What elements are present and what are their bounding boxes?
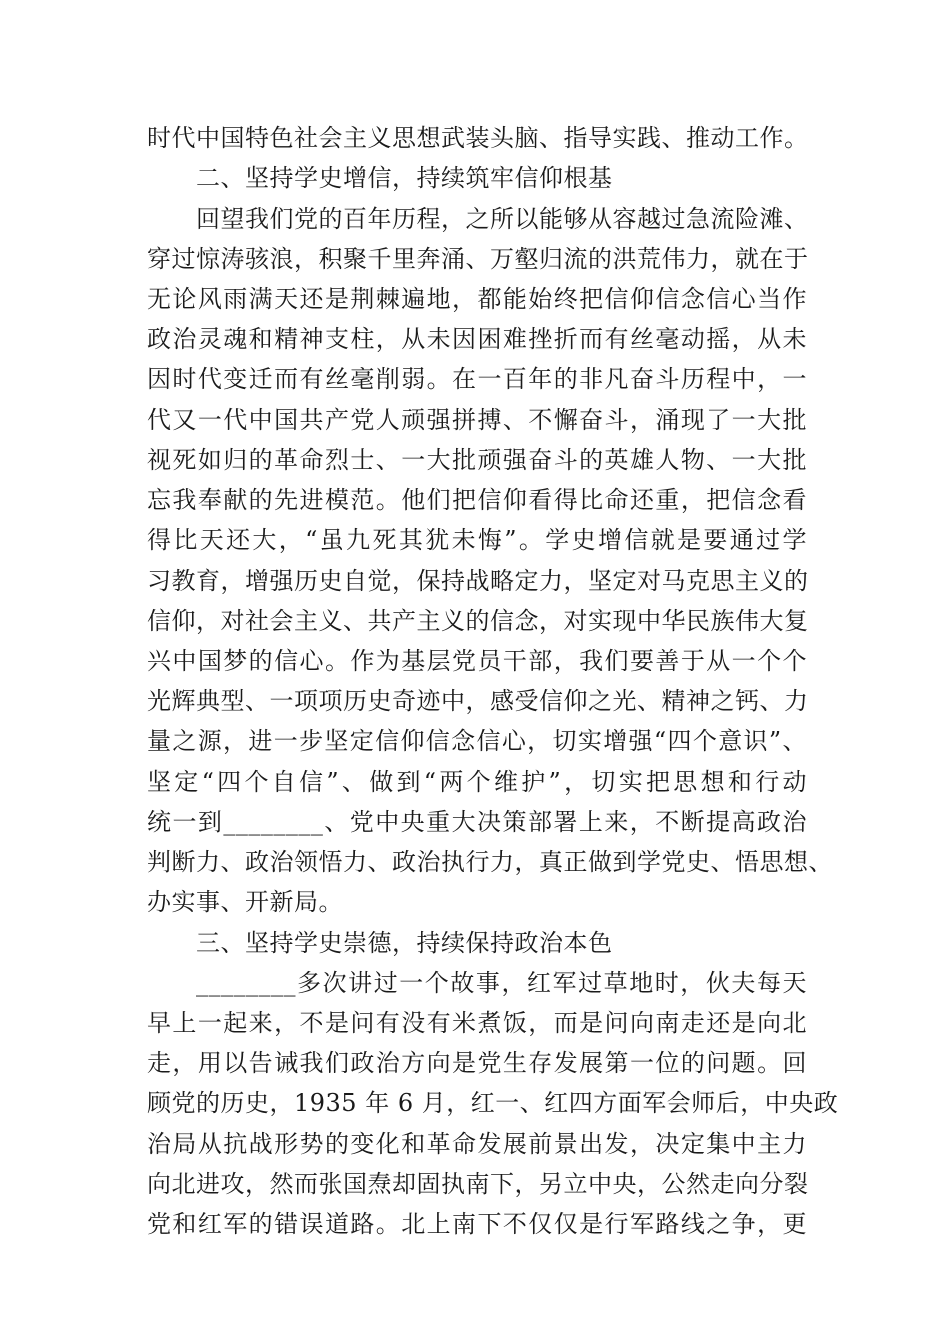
paragraph-line: 统一到________、党中央重大决策部署上来，不断提高政治 xyxy=(147,808,807,836)
paragraph-line: 无论风雨满天还是荆棘遍地，都能始终把信仰信念信心当作 xyxy=(147,285,807,313)
paragraph-line: 代又一代中国共产党人顽强拼搏、不懈奋斗，涌现了一大批 xyxy=(147,406,807,434)
paragraph-line: 光辉典型、一项项历史奇迹中，感受信仰之光、精神之钙、力 xyxy=(147,687,809,715)
paragraph-line: 走，用以告诫我们政治方向是党生存发展第一位的问题。回 xyxy=(147,1049,807,1077)
paragraph-line: 判断力、政治领悟力、政治执行力，真正做到学党史、悟思想、 xyxy=(147,848,833,876)
paragraph-line: 办实事、开新局。 xyxy=(147,888,343,916)
paragraph-line: 量之源，进一步坚定信仰信念信心，切实增强“四个意识”、 xyxy=(147,727,807,755)
paragraph-line: 习教育，增强历史自觉，保持战略定力，坚定对马克思主义的 xyxy=(147,567,809,595)
paragraph-line: 早上一起来，不是问有没有米煮饭，而是问向南走还是向北 xyxy=(147,1009,807,1037)
paragraph-line: 治局从抗战形势的变化和革命发展前景出发，决定集中主力 xyxy=(147,1130,807,1158)
section-heading-2: 二、坚持学史增信，持续筑牢信仰根基 xyxy=(196,164,613,192)
paragraph-line: 政治灵魂和精神支柱，从未因困难挫折而有丝毫动摇，从未 xyxy=(147,325,807,353)
paragraph-line: 因时代变迁而有丝毫削弱。在一百年的非凡奋斗历程中，一 xyxy=(147,365,807,393)
paragraph-line: 兴中国梦的信心。作为基层党员干部，我们要善于从一个个 xyxy=(147,647,807,675)
paragraph-line: 时代中国特色社会主义思想武装头脑、指导实践、推动工作。 xyxy=(147,124,809,152)
paragraph-line: 向北进攻，然而张国焘却固执南下，另立中央，公然走向分裂 xyxy=(147,1170,809,1198)
paragraph-line: ________多次讲过一个故事，红军过草地时，伙夫每天 xyxy=(196,969,807,997)
paragraph-line: 信仰，对社会主义、共产主义的信念，对实现中华民族伟大复 xyxy=(147,607,809,635)
paragraph-line: 穿过惊涛骇浪，积聚千里奔涌、万壑归流的洪荒伟力，就在于 xyxy=(147,245,809,273)
paragraph-line: 党和红军的错误道路。北上南下不仅仅是行军路线之争，更 xyxy=(147,1210,807,1238)
paragraph-line: 忘我奉献的先进模范。他们把信仰看得比命还重，把信念看 xyxy=(147,486,807,514)
paragraph-line: 坚定“四个自信”、做到“两个维护”，切实把思想和行动 xyxy=(147,768,807,796)
paragraph-line: 顾党的历史，1935 年 6 月，红一、红四方面军会师后，中央政 xyxy=(147,1089,839,1117)
paragraph-line: 得比天还大，“虽九死其犹未悔”。学史增信就是要通过学 xyxy=(147,526,807,554)
section-heading-3: 三、坚持学史崇德，持续保持政治本色 xyxy=(196,929,613,957)
paragraph-line: 回望我们党的百年历程，之所以能够从容越过急流险滩、 xyxy=(196,205,809,233)
paragraph-line: 视死如归的革命烈士、一大批顽强奋斗的英雄人物、一大批 xyxy=(147,446,807,474)
